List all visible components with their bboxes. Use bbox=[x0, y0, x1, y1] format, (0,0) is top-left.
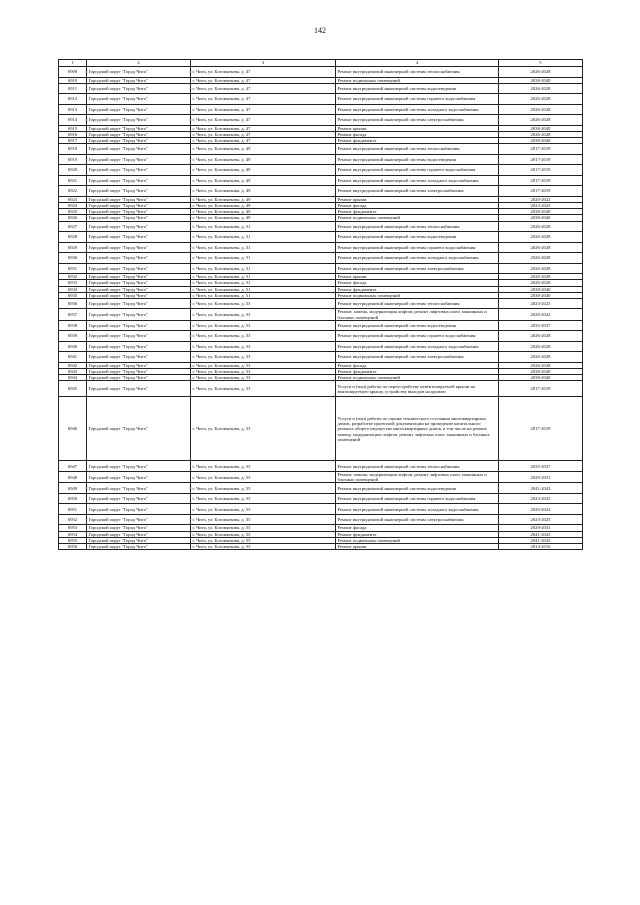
work-type-cell: Ремонт внутридомовой инженерной системы водоотведения bbox=[336, 83, 499, 94]
address-cell: г. Чита, ул. Богомягкова, д. 53 bbox=[191, 298, 336, 309]
period-cell: 2017-2019 bbox=[499, 397, 583, 461]
period-cell: 2023-2025 bbox=[499, 514, 583, 525]
municipality-cell: Городской округ "Город Чита" bbox=[87, 504, 191, 515]
period-cell: 2038-2040 bbox=[499, 375, 583, 381]
row-number-cell: 6911 bbox=[59, 83, 87, 94]
row-number-cell: 6909 bbox=[59, 67, 87, 78]
table-row bbox=[59, 154, 583, 165]
work-type-cell: Ремонт фундамента bbox=[336, 209, 499, 215]
address-cell: г. Чита, ул. Богомягкова, д. 53 bbox=[191, 331, 336, 342]
row-number-cell: 6949 bbox=[59, 483, 87, 494]
address-cell: г. Чита, ул. Богомягкова, д. 47 bbox=[191, 115, 336, 126]
table-row bbox=[59, 298, 583, 309]
work-type-cell: Ремонт внутридомовой инженерной системы электроснабжения bbox=[336, 514, 499, 525]
municipality-cell: Городской округ "Город Чита" bbox=[87, 203, 191, 209]
row-number-cell: 6939 bbox=[59, 331, 87, 342]
address-cell: г. Чита, ул. Богомягкова, д. 53 bbox=[191, 375, 336, 381]
row-number-cell: 6953 bbox=[59, 525, 87, 531]
period-cell: 2026-2028 bbox=[499, 341, 583, 352]
municipality-cell: Городской округ "Город Чита" bbox=[87, 175, 191, 186]
row-number-cell: 6913 bbox=[59, 104, 87, 115]
period-cell: 2038-2040 bbox=[499, 125, 583, 131]
municipality-cell: Городской округ "Город Чита" bbox=[87, 125, 191, 131]
header-cell: 5 bbox=[499, 60, 583, 67]
work-type-cell: Ремонт крыши bbox=[336, 274, 499, 280]
table-row bbox=[59, 352, 583, 363]
work-type-cell: Ремонт внутридомовой инженерной системы горячего водоснабжения bbox=[336, 94, 499, 105]
row-number-cell: 6914 bbox=[59, 115, 87, 126]
table-row bbox=[59, 242, 583, 253]
period-cell: 2026-2028 bbox=[499, 352, 583, 363]
work-type-cell: Ремонт внутридомовой инженерной системы водоотведения bbox=[336, 232, 499, 243]
municipality-cell: Городской округ "Город Чита" bbox=[87, 471, 191, 482]
period-cell: 2026-2028 bbox=[499, 253, 583, 264]
work-type-cell: Ремонт внутридомовой инженерной системы холодного водоснабжения bbox=[336, 253, 499, 264]
row-number-cell: 6938 bbox=[59, 320, 87, 331]
work-type-cell: Ремонт внутридомовой инженерной системы теплоснабжения bbox=[336, 221, 499, 232]
work-type-cell: Ремонт фундамента bbox=[336, 138, 499, 144]
period-cell: 2026-2028 bbox=[499, 67, 583, 78]
municipality-cell: Городской округ "Город Чита" bbox=[87, 186, 191, 197]
row-number-cell: 6954 bbox=[59, 531, 87, 537]
municipality-cell: Городской округ "Город Чита" bbox=[87, 352, 191, 363]
period-cell: 2038-2040 bbox=[499, 286, 583, 292]
table-row bbox=[59, 341, 583, 352]
period-cell: 2020-2022 bbox=[499, 196, 583, 202]
address-cell: г. Чита, ул. Богомягкова, д. 47 bbox=[191, 131, 336, 137]
table-row bbox=[59, 483, 583, 494]
row-number-cell: 6946 bbox=[59, 397, 87, 461]
work-type-cell: Ремонт крыши bbox=[336, 125, 499, 131]
period-cell: 2020-2022 bbox=[499, 504, 583, 515]
municipality-cell: Городской округ "Город Чита" bbox=[87, 215, 191, 221]
header-cell: 2 bbox=[87, 60, 191, 67]
address-cell: г. Чита, ул. Богомягкова, д. 51 bbox=[191, 263, 336, 274]
municipality-cell: Городской округ "Город Чита" bbox=[87, 131, 191, 137]
row-number-cell: 6950 bbox=[59, 493, 87, 504]
municipality-cell: Городской округ "Город Чита" bbox=[87, 341, 191, 352]
address-cell: г. Чита, ул. Богомягкова, д. 53 bbox=[191, 397, 336, 461]
address-cell: г. Чита, ул. Богомягкова, д. 49 bbox=[191, 165, 336, 176]
table-row bbox=[59, 504, 583, 515]
work-type-cell: Ремонт фасада bbox=[336, 203, 499, 209]
municipality-cell: Городской округ "Город Чита" bbox=[87, 138, 191, 144]
period-cell: 2038-2040 bbox=[499, 215, 583, 221]
work-type-cell: Ремонт внутридомовой инженерной системы холодного водоснабжения bbox=[336, 341, 499, 352]
row-number-cell: 6942 bbox=[59, 362, 87, 368]
row-number-cell: 6930 bbox=[59, 253, 87, 264]
municipality-cell: Городской округ "Город Чита" bbox=[87, 537, 191, 543]
period-cell: 2026-2028 bbox=[499, 280, 583, 286]
address-cell: г. Чита, ул. Богомягкова, д. 55 bbox=[191, 504, 336, 515]
address-cell: г. Чита, ул. Богомягкова, д. 47 bbox=[191, 67, 336, 78]
municipality-cell: Городской округ "Город Чита" bbox=[87, 83, 191, 94]
address-cell: г. Чита, ул. Богомягкова, д. 49 bbox=[191, 209, 336, 215]
row-number-cell: 6941 bbox=[59, 352, 87, 363]
work-type-cell: Ремонт фасада bbox=[336, 131, 499, 137]
work-type-cell: Услуги и (или) работы по оценке технического состояния многоквартирных домов, разработке проектной документации на проведение капитального ремонта общего имущества многоквартирных домов, в том числе на ремонт, замену, модернизацию лифтов, ремонт лифтовых шахт, машинных и блочных помещений bbox=[336, 397, 499, 461]
row-number-cell: 6910 bbox=[59, 77, 87, 83]
work-type-cell: Ремонт фундамента bbox=[336, 531, 499, 537]
row-number-cell: 6933 bbox=[59, 280, 87, 286]
municipality-cell: Городской округ "Город Чита" bbox=[87, 232, 191, 243]
table-row bbox=[59, 115, 583, 126]
table-row bbox=[59, 232, 583, 243]
period-cell: 2014-2016 bbox=[499, 543, 583, 549]
address-cell: г. Чита, ул. Богомягкова, д. 49 bbox=[191, 186, 336, 197]
period-cell: 2017-2019 bbox=[499, 381, 583, 397]
work-type-cell: Ремонт фундамента bbox=[336, 369, 499, 375]
table-row bbox=[59, 67, 583, 78]
municipality-cell: Городской округ "Город Чита" bbox=[87, 331, 191, 342]
table-row bbox=[59, 83, 583, 94]
table-row bbox=[59, 514, 583, 525]
work-type-cell: Ремонт внутридомовой инженерной системы теплоснабжения bbox=[336, 298, 499, 309]
municipality-cell: Городской округ "Город Чита" bbox=[87, 263, 191, 274]
work-type-cell: Ремонт внутридомовой инженерной системы горячего водоснабжения bbox=[336, 331, 499, 342]
row-number-cell: 6928 bbox=[59, 232, 87, 243]
address-cell: г. Чита, ул. Богомягкова, д. 49 bbox=[191, 203, 336, 209]
row-number-cell: 6932 bbox=[59, 274, 87, 280]
work-type-cell: Ремонт подвальных помещений bbox=[336, 375, 499, 381]
row-number-cell: 6945 bbox=[59, 381, 87, 397]
address-cell: г. Чита, ул. Богомягкова, д. 53 bbox=[191, 352, 336, 363]
row-number-cell: 6926 bbox=[59, 215, 87, 221]
row-number-cell: 6948 bbox=[59, 471, 87, 482]
work-type-cell: Ремонт внутридомовой инженерной системы электроснабжения bbox=[336, 263, 499, 274]
table-row bbox=[59, 175, 583, 186]
work-type-cell: Ремонт фасада bbox=[336, 280, 499, 286]
period-cell: 2026-2028 bbox=[499, 83, 583, 94]
work-type-cell: Ремонт внутридомовой инженерной системы теплоснабжения bbox=[336, 67, 499, 78]
row-number-cell: 6916 bbox=[59, 131, 87, 137]
period-cell: 2023-2025 bbox=[499, 298, 583, 309]
address-cell: г. Чита, ул. Богомягкова, д. 53 bbox=[191, 309, 336, 320]
period-cell: 2023-2025 bbox=[499, 493, 583, 504]
period-cell: 2038-2040 bbox=[499, 138, 583, 144]
row-number-cell: 6943 bbox=[59, 369, 87, 375]
address-cell: г. Чита, ул. Богомягкова, д. 51 bbox=[191, 221, 336, 232]
address-cell: г. Чита, ул. Богомягкова, д. 49 bbox=[191, 196, 336, 202]
municipality-cell: Городской округ "Город Чита" bbox=[87, 531, 191, 537]
address-cell: г. Чита, ул. Богомягкова, д. 53 bbox=[191, 381, 336, 397]
table-row bbox=[59, 165, 583, 176]
municipality-cell: Городской округ "Город Чита" bbox=[87, 483, 191, 494]
address-cell: г. Чита, ул. Богомягкова, д. 55 bbox=[191, 514, 336, 525]
work-type-cell: Ремонт крыши bbox=[336, 543, 499, 549]
period-cell: 2026-2028 bbox=[499, 232, 583, 243]
municipality-cell: Городской округ "Город Чита" bbox=[87, 461, 191, 472]
municipality-cell: Городской округ "Город Чита" bbox=[87, 298, 191, 309]
table-row bbox=[59, 397, 583, 461]
period-cell: 2035-2037 bbox=[499, 320, 583, 331]
work-type-cell: Ремонт фасада bbox=[336, 362, 499, 368]
row-number-cell: 6937 bbox=[59, 309, 87, 320]
address-cell: г. Чита, ул. Богомягкова, д. 51 bbox=[191, 274, 336, 280]
table-row bbox=[59, 381, 583, 397]
table-row bbox=[59, 320, 583, 331]
work-type-cell: Ремонт подвальных помещений bbox=[336, 77, 499, 83]
period-cell: 2041-2043 bbox=[499, 483, 583, 494]
work-type-cell: Ремонт, замена, модернизация лифтов, ремонт лифтовых шахт, машинных и блочных помещений bbox=[336, 309, 499, 320]
work-type-cell: Ремонт подвальных помещений bbox=[336, 292, 499, 298]
work-type-cell: Ремонт внутридомовой инженерной системы электроснабжения bbox=[336, 352, 499, 363]
period-cell: 2026-2028 bbox=[499, 263, 583, 274]
municipality-cell: Городской округ "Город Чита" bbox=[87, 525, 191, 531]
address-cell: г. Чита, ул. Богомягкова, д. 55 bbox=[191, 483, 336, 494]
work-type-cell: Ремонт внутридомовой инженерной системы теплоснабжения bbox=[336, 461, 499, 472]
address-cell: г. Чита, ул. Богомягкова, д. 49 bbox=[191, 175, 336, 186]
table-body bbox=[59, 60, 583, 550]
period-cell: 2023-2025 bbox=[499, 203, 583, 209]
header-cell: 4 bbox=[336, 60, 499, 67]
period-cell: 2020-2022 bbox=[499, 309, 583, 320]
municipality-cell: Городской округ "Город Чита" bbox=[87, 493, 191, 504]
municipality-cell: Городской округ "Город Чита" bbox=[87, 375, 191, 381]
row-number-cell: 6924 bbox=[59, 203, 87, 209]
address-cell: г. Чита, ул. Богомягкова, д. 55 bbox=[191, 537, 336, 543]
table-row bbox=[59, 471, 583, 482]
work-type-cell: Ремонт внутридомовой инженерной системы горячего водоснабжения bbox=[336, 493, 499, 504]
period-cell: 2026-2028 bbox=[499, 94, 583, 105]
work-type-cell: Ремонт подвальных помещений bbox=[336, 537, 499, 543]
period-cell: 2017-2019 bbox=[499, 154, 583, 165]
address-cell: г. Чита, ул. Богомягкова, д. 51 bbox=[191, 280, 336, 286]
address-cell: г. Чита, ул. Богомягкова, д. 49 bbox=[191, 215, 336, 221]
work-type-cell: Ремонт внутридомовой инженерной системы горячего водоснабжения bbox=[336, 165, 499, 176]
municipality-cell: Городской округ "Город Чита" bbox=[87, 292, 191, 298]
address-cell: г. Чита, ул. Богомягкова, д. 53 bbox=[191, 362, 336, 368]
table-row bbox=[59, 94, 583, 105]
period-cell: 2026-2028 bbox=[499, 331, 583, 342]
row-number-cell: 6929 bbox=[59, 242, 87, 253]
address-cell: г. Чита, ул. Богомягкова, д. 49 bbox=[191, 154, 336, 165]
work-type-cell: Ремонт внутридомовой инженерной системы холодного водоснабжения bbox=[336, 504, 499, 515]
row-number-cell: 6947 bbox=[59, 461, 87, 472]
table-row bbox=[59, 309, 583, 320]
municipality-cell: Городской округ "Город Чита" bbox=[87, 221, 191, 232]
address-cell: г. Чита, ул. Богомягкова, д. 55 bbox=[191, 543, 336, 549]
address-cell: г. Чита, ул. Богомягкова, д. 51 bbox=[191, 242, 336, 253]
table-row bbox=[59, 144, 583, 155]
municipality-cell: Городской округ "Город Чита" bbox=[87, 242, 191, 253]
table-row bbox=[59, 221, 583, 232]
municipality-cell: Городской округ "Город Чита" bbox=[87, 274, 191, 280]
work-type-cell: Услуги и (или) работы по переустройству невентилируемой крыши на вентилируемую крышу, устройству выходов на кровлю bbox=[336, 381, 499, 397]
header-cell: 1 bbox=[59, 60, 87, 67]
period-cell: 2017-2019 bbox=[499, 186, 583, 197]
address-cell: г. Чита, ул. Богомягкова, д. 47 bbox=[191, 77, 336, 83]
period-cell: 2026-2028 bbox=[499, 242, 583, 253]
municipality-cell: Городской округ "Город Чита" bbox=[87, 115, 191, 126]
header-row bbox=[59, 60, 583, 67]
table-row bbox=[59, 263, 583, 274]
period-cell: 2029-2031 bbox=[499, 525, 583, 531]
table-row bbox=[59, 493, 583, 504]
row-number-cell: 6918 bbox=[59, 144, 87, 155]
municipality-cell: Городской округ "Город Чита" bbox=[87, 309, 191, 320]
address-cell: г. Чита, ул. Богомягкова, д. 49 bbox=[191, 144, 336, 155]
work-type-cell: Ремонт подвальных помещений bbox=[336, 215, 499, 221]
municipality-cell: Городской округ "Город Чита" bbox=[87, 209, 191, 215]
period-cell: 2038-2040 bbox=[499, 77, 583, 83]
address-cell: г. Чита, ул. Богомягкова, д. 55 bbox=[191, 525, 336, 531]
period-cell: 2026-2028 bbox=[499, 274, 583, 280]
address-cell: г. Чита, ул. Богомягкова, д. 51 bbox=[191, 253, 336, 264]
period-cell: 2017-2019 bbox=[499, 165, 583, 176]
work-type-cell: Ремонт внутридомовой инженерной системы холодного водоснабжения bbox=[336, 104, 499, 115]
address-cell: г. Чита, ул. Богомягкова, д. 55 bbox=[191, 531, 336, 537]
table-row bbox=[59, 186, 583, 197]
municipality-cell: Городской округ "Город Чита" bbox=[87, 144, 191, 155]
row-number-cell: 6951 bbox=[59, 504, 87, 515]
table-row bbox=[59, 253, 583, 264]
row-number-cell: 6944 bbox=[59, 375, 87, 381]
row-number-cell: 6923 bbox=[59, 196, 87, 202]
row-number-cell: 6934 bbox=[59, 286, 87, 292]
row-number-cell: 6936 bbox=[59, 298, 87, 309]
row-number-cell: 6952 bbox=[59, 514, 87, 525]
row-number-cell: 6919 bbox=[59, 154, 87, 165]
address-cell: г. Чита, ул. Богомягкова, д. 47 bbox=[191, 94, 336, 105]
row-number-cell: 6956 bbox=[59, 543, 87, 549]
row-number-cell: 6915 bbox=[59, 125, 87, 131]
work-type-cell: Ремонт фундамента bbox=[336, 286, 499, 292]
period-cell: 2038-2040 bbox=[499, 369, 583, 375]
address-cell: г. Чита, ул. Богомягкова, д. 53 bbox=[191, 320, 336, 331]
work-type-cell: Ремонт внутридомовой инженерной системы теплоснабжения bbox=[336, 144, 499, 155]
work-type-cell: Ремонт внутридомовой инженерной системы холодного водоснабжения bbox=[336, 175, 499, 186]
municipality-cell: Городской округ "Город Чита" bbox=[87, 67, 191, 78]
municipality-cell: Городской округ "Город Чита" bbox=[87, 320, 191, 331]
row-number-cell: 6920 bbox=[59, 165, 87, 176]
municipality-cell: Городской округ "Город Чита" bbox=[87, 165, 191, 176]
work-type-cell: Ремонт крыши bbox=[336, 196, 499, 202]
period-cell: 2026-2028 bbox=[499, 362, 583, 368]
period-cell: 2038-2040 bbox=[499, 209, 583, 215]
row-number-cell: 6912 bbox=[59, 94, 87, 105]
work-type-cell: Ремонт внутридомовой инженерной системы водоотведения bbox=[336, 154, 499, 165]
work-type-cell: Ремонт, замена, модернизация лифтов, ремонт лифтовых шахт, машинных и блочных помещений bbox=[336, 471, 499, 482]
address-cell: г. Чита, ул. Богомягкова, д. 47 bbox=[191, 83, 336, 94]
work-type-cell: Ремонт внутридомовой инженерной системы водоотведения bbox=[336, 483, 499, 494]
row-number-cell: 6922 bbox=[59, 186, 87, 197]
period-cell: 2041-2043 bbox=[499, 537, 583, 543]
row-number-cell: 6927 bbox=[59, 221, 87, 232]
municipality-cell: Городской округ "Город Чита" bbox=[87, 104, 191, 115]
municipality-cell: Городской округ "Город Чита" bbox=[87, 196, 191, 202]
address-cell: г. Чита, ул. Богомягкова, д. 47 bbox=[191, 138, 336, 144]
period-cell: 2017-2019 bbox=[499, 175, 583, 186]
municipality-cell: Городской округ "Город Чита" bbox=[87, 514, 191, 525]
table-row bbox=[59, 331, 583, 342]
address-cell: г. Чита, ул. Богомягкова, д. 55 bbox=[191, 461, 336, 472]
header-cell: 3 bbox=[191, 60, 336, 67]
period-cell: 2041-2043 bbox=[499, 531, 583, 537]
municipality-cell: Городской округ "Город Чита" bbox=[87, 280, 191, 286]
municipality-cell: Городской округ "Город Чита" bbox=[87, 543, 191, 549]
work-type-cell: Ремонт внутридомовой инженерной системы электроснабжения bbox=[336, 115, 499, 126]
address-cell: г. Чита, ул. Богомягкова, д. 47 bbox=[191, 104, 336, 115]
table-row bbox=[59, 461, 583, 472]
municipality-cell: Городской округ "Город Чита" bbox=[87, 94, 191, 105]
row-number-cell: 6925 bbox=[59, 209, 87, 215]
period-cell: 2026-2028 bbox=[499, 104, 583, 115]
table-row bbox=[59, 543, 583, 549]
municipality-cell: Городской округ "Город Чита" bbox=[87, 362, 191, 368]
address-cell: г. Чита, ул. Богомягкова, д. 47 bbox=[191, 125, 336, 131]
repair-schedule-table bbox=[58, 59, 583, 550]
row-number-cell: 6931 bbox=[59, 263, 87, 274]
period-cell: 2038-2040 bbox=[499, 292, 583, 298]
row-number-cell: 6917 bbox=[59, 138, 87, 144]
address-cell: г. Чита, ул. Богомягкова, д. 51 bbox=[191, 292, 336, 298]
period-cell: 2035-2037 bbox=[499, 461, 583, 472]
work-type-cell: Ремонт внутридомовой инженерной системы водоотведения bbox=[336, 320, 499, 331]
municipality-cell: Городской округ "Город Чита" bbox=[87, 381, 191, 397]
period-cell: 2026-2028 bbox=[499, 115, 583, 126]
municipality-cell: Городской округ "Город Чита" bbox=[87, 253, 191, 264]
period-cell: 2029-2031 bbox=[499, 471, 583, 482]
work-type-cell: Ремонт внутридомовой инженерной системы горячего водоснабжения bbox=[336, 242, 499, 253]
address-cell: г. Чита, ул. Богомягкова, д. 51 bbox=[191, 232, 336, 243]
address-cell: г. Чита, ул. Богомягкова, д. 51 bbox=[191, 286, 336, 292]
municipality-cell: Городской округ "Город Чита" bbox=[87, 369, 191, 375]
address-cell: г. Чита, ул. Богомягкова, д. 55 bbox=[191, 493, 336, 504]
row-number-cell: 6921 bbox=[59, 175, 87, 186]
table-row bbox=[59, 104, 583, 115]
municipality-cell: Городской округ "Город Чита" bbox=[87, 286, 191, 292]
page-number: 142 bbox=[314, 26, 326, 35]
address-cell: г. Чита, ул. Богомягкова, д. 53 bbox=[191, 341, 336, 352]
address-cell: г. Чита, ул. Богомягкова, д. 55 bbox=[191, 471, 336, 482]
municipality-cell: Городской округ "Город Чита" bbox=[87, 77, 191, 83]
period-cell: 2026-2028 bbox=[499, 221, 583, 232]
municipality-cell: Городской округ "Город Чита" bbox=[87, 154, 191, 165]
row-number-cell: 6955 bbox=[59, 537, 87, 543]
work-type-cell: Ремонт фасада bbox=[336, 525, 499, 531]
municipality-cell: Городской округ "Город Чита" bbox=[87, 397, 191, 461]
row-number-cell: 6940 bbox=[59, 341, 87, 352]
row-number-cell: 6935 bbox=[59, 292, 87, 298]
period-cell: 2017-2019 bbox=[499, 144, 583, 155]
period-cell: 2026-2028 bbox=[499, 131, 583, 137]
work-type-cell: Ремонт внутридомовой инженерной системы электроснабжения bbox=[336, 186, 499, 197]
address-cell: г. Чита, ул. Богомягкова, д. 53 bbox=[191, 369, 336, 375]
